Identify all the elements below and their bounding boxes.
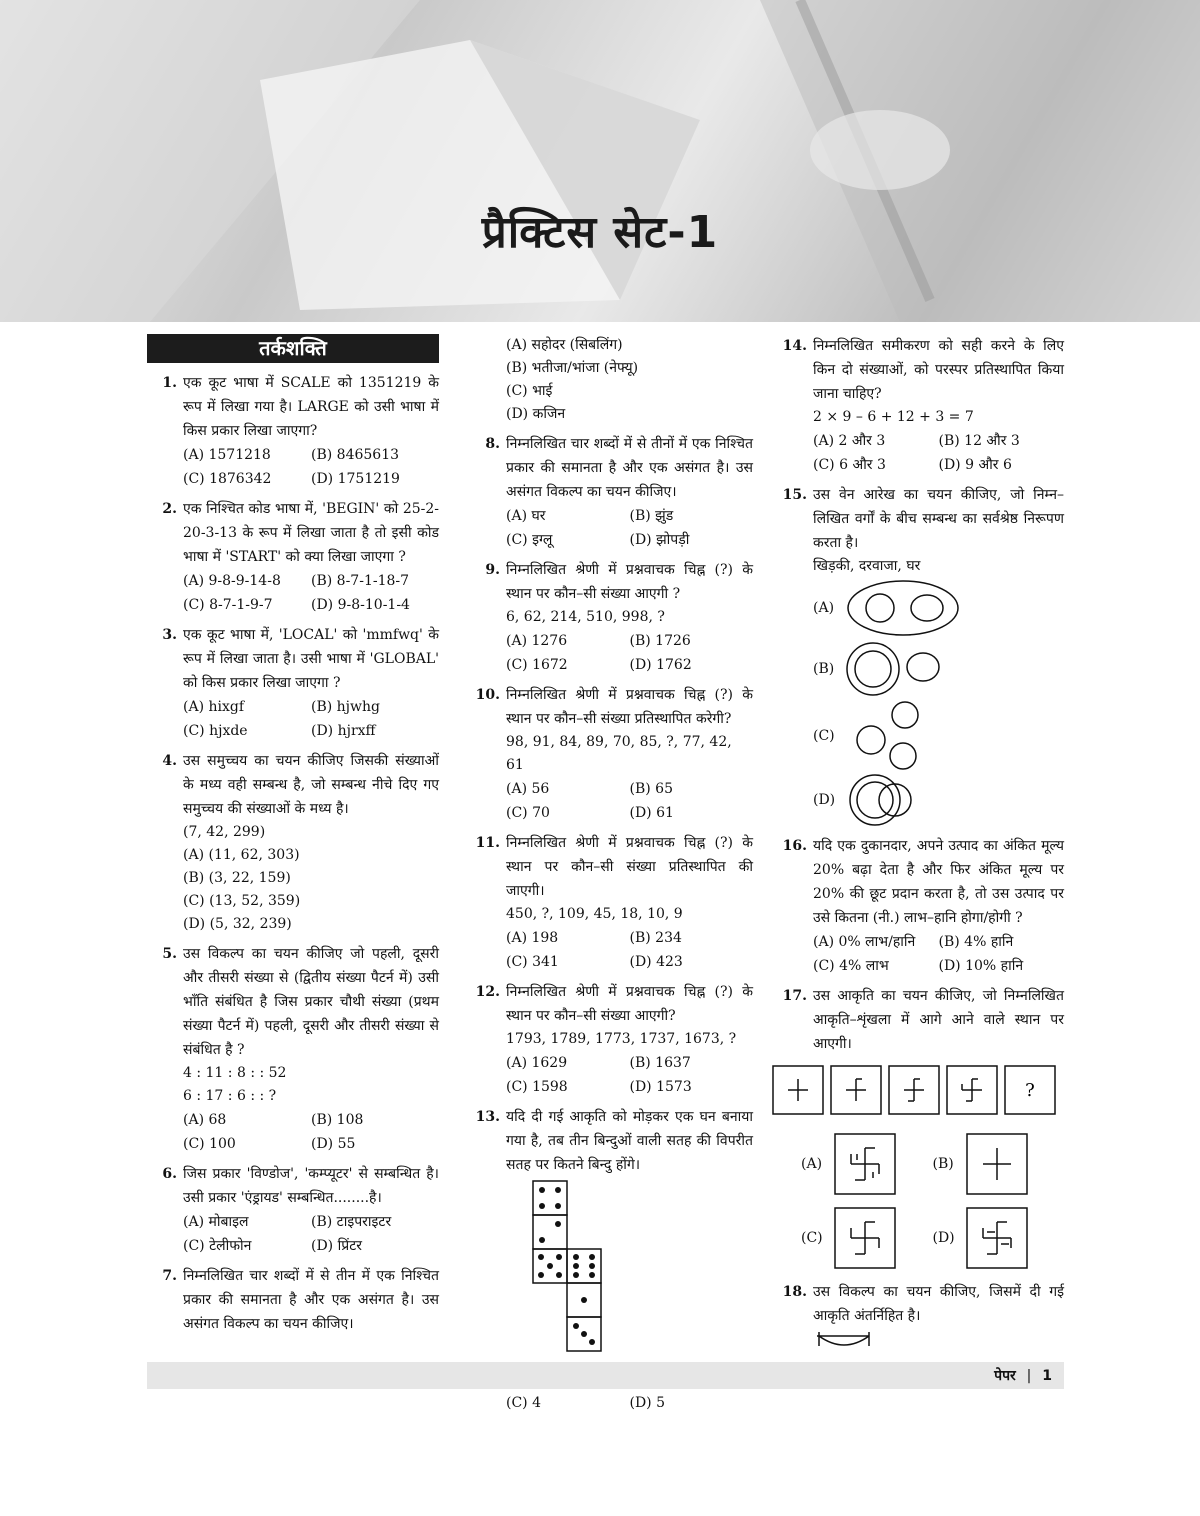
question-text: यदि दी गई आकृति को मोड़कर एक घन बनाया गया है, तब तीन बिन्दुओं वाली सतह की विपरीत सतह पर कितने बिन्दु होंगे। (506, 1109, 753, 1173)
page-title: प्रैक्टिस सेट-1 (481, 207, 719, 258)
option-c: (C) 1876342 (183, 471, 272, 487)
option-d: (D) 10% हानि (938, 958, 1024, 974)
question-text: एक कूट भाषा में SCALE को 1351219 के रूप में लिखा गया है। LARGE को उसी भाषा में किस प्रकार लिखा जाएगा? (183, 375, 439, 439)
figure-option-c (801, 1206, 933, 1270)
option-d: (D) 1573 (629, 1079, 692, 1095)
option-label: (D) (932, 1230, 955, 1246)
option-d: (D) प्रिंटर (311, 1238, 362, 1254)
figure-d (965, 1206, 1031, 1270)
options (506, 1051, 753, 1099)
venn-option-b (813, 638, 1064, 700)
question-number: 5. (162, 946, 177, 962)
option-c: (C) 6 और 3 (813, 457, 886, 473)
question-text: निम्नलिखित श्रेणी में प्रश्नवाचक चिह्न (?) के स्थान पर कौन–सी संख्या आएगी? (506, 984, 753, 1024)
option-label: (A) (801, 1156, 823, 1172)
question-5 (147, 942, 439, 1156)
embedded-figure (813, 1328, 883, 1350)
option-a: (A) सहोदर (सिबलिंग) (506, 337, 623, 353)
option-label: (B) (932, 1156, 954, 1172)
venn-diagram-b (845, 638, 965, 700)
column-1 (147, 334, 439, 1342)
question-text: निम्नलिखित समीकरण को सही करने के लिए किन दो संख्याओं, को परस्पर प्रतिस्थापित किया जाना चाहिए? (813, 338, 1064, 402)
option-b: (B) 8465613 (311, 447, 400, 463)
question-text: निम्नलिखित श्रेणी में प्रश्नवाचक चिह्न (?) के स्थान पर कौन–सी संख्या प्रतिस्थापित की जाएगी। (506, 835, 753, 899)
option-d: (D) कजिन (506, 406, 566, 422)
figure-option-d (933, 1206, 1065, 1270)
option-c: (C) 341 (506, 954, 559, 970)
option-a: (A) 198 (506, 930, 559, 946)
option-a: (A) 56 (506, 781, 550, 797)
venn-option-a (813, 578, 1064, 638)
figure-b (965, 1132, 1031, 1196)
option-b: (B) टाइपराइटर (311, 1214, 392, 1230)
equation: 2 × 9 – 6 + 12 + 3 = 7 (813, 409, 974, 425)
question-number: 1. (162, 375, 177, 391)
question-text: उस विकल्प का चयन कीजिए जो पहली, दूसरी और तीसरी संख्या से (द्वितीय संख्या पैटर्न में) उसी भाँति संबंधित है जिस प्रकार चौथी संख्या (प्रथम संख्या पैटर्न में) पहली, दूसरी और तीसरी संख्या से संबंधित है ? (183, 946, 439, 1058)
option-c: (C) टेलीफोन (183, 1238, 252, 1254)
option-b: (B) 12 और 3 (938, 433, 1020, 449)
figure-c (833, 1206, 899, 1270)
option-d: (D) (5, 32, 239) (183, 916, 292, 932)
question-number: 8. (485, 436, 500, 452)
option-d: (D) 1751219 (311, 471, 400, 487)
given-pattern-1: 4 : 11 : 8 : : 52 (183, 1065, 287, 1081)
question-8 (470, 432, 753, 552)
question-text: निम्नलिखित चार शब्दों में से तीन में एक निश्चित प्रकार की समानता है और एक असंगत है। उस असंगत विकल्प का चयन कीजिए। (183, 1268, 439, 1332)
option-b: (B) 65 (629, 781, 673, 797)
option-b: (B) भतीजा/भांजा (नेफ्यू) (506, 360, 639, 376)
question-2 (147, 497, 439, 617)
question-1 (147, 371, 439, 491)
option-c: (C) 100 (183, 1136, 236, 1152)
given-classes: खिड़की, दरवाजा, घर (813, 558, 921, 574)
column-3 (777, 334, 1064, 1360)
question-number: 7. (162, 1268, 177, 1284)
question-9 (470, 558, 753, 677)
question-mark: ? (1025, 1080, 1035, 1101)
option-b: (B) hjwhg (311, 699, 380, 715)
question-number: 6. (162, 1166, 177, 1182)
option-label: (B) (813, 661, 835, 677)
options (813, 429, 1064, 477)
question-text: उस वेन आरेख का चयन कीजिए, जो निम्न–लिखित वर्गों के बीच सम्बन्ध का सर्वश्रेष्ठ निरूपण करता है। (813, 487, 1064, 551)
options (813, 930, 1064, 978)
question-4 (147, 749, 439, 936)
option-b: (B) 234 (629, 930, 682, 946)
option-label: (C) (813, 728, 835, 744)
option-b: (B) झुंड (629, 508, 674, 524)
option-c: (C) (13, 52, 359) (183, 893, 301, 909)
options (506, 504, 753, 552)
option-a: (A) hixgf (183, 699, 245, 715)
footer-separator: | (1026, 1368, 1032, 1384)
option-a: (A) 9-8-9-14-8 (183, 573, 281, 589)
question-number: 14. (782, 338, 807, 354)
option-c: (C) hjxde (183, 723, 248, 739)
option-a: (A) 2 और 3 (813, 433, 886, 449)
option-c: (C) 4 (506, 1395, 541, 1411)
question-text: एक कूट भाषा में, 'LOCAL' को 'mmfwq' के रूप में लिखा जाता है। उसी भाषा में 'GLOBAL' को किस प्रकार लिखा जाएगा ? (183, 627, 439, 691)
question-number: 15. (782, 487, 807, 503)
option-d: (D) 1762 (629, 657, 692, 673)
option-c: (C) 8-7-1-9-7 (183, 597, 273, 613)
venn-diagram-a (845, 578, 965, 638)
option-b: (B) 8-7-1-18-7 (311, 573, 410, 589)
options (183, 1210, 439, 1258)
question-12 (470, 980, 753, 1099)
option-b: (B) 108 (311, 1112, 364, 1128)
question-6 (147, 1162, 439, 1258)
question-text: एक निश्चित कोड भाषा में, 'BEGIN' को 25-2-20-3-13 के रूप में लिखा जाता है तो इसी कोड भाषा में 'START' को क्या लिखा जाएगा ? (183, 501, 439, 565)
question-11 (470, 831, 753, 974)
page-number: 1 (1042, 1368, 1052, 1384)
banner-background-image (0, 0, 1200, 322)
question-text: निम्नलिखित चार शब्दों में से तीनों में एक निश्चित प्रकार की समानता है और एक असंगत है। उस असंगत विकल्प का चयन कीजिए। (506, 436, 753, 500)
option-a: (A) घर (506, 508, 546, 524)
option-a: (A) 1571218 (183, 447, 271, 463)
header-banner (0, 0, 1200, 322)
question-number: 3. (162, 627, 177, 643)
option-d: (D) 55 (311, 1136, 356, 1152)
question-text: निम्नलिखित श्रेणी में प्रश्नवाचक चिह्न (?) के स्थान पर कौन–सी संख्या आएगी ? (506, 562, 753, 602)
options (183, 695, 439, 743)
question-3 (147, 623, 439, 743)
question-text: उस विकल्प का चयन कीजिए, जिसमें दी गई आकृति अंतर्निहित है। (813, 1284, 1064, 1324)
column-2 (470, 334, 753, 1421)
venn-diagram-c (845, 700, 965, 772)
question-text: यदि एक दुकानदार, अपने उत्पाद का अंकित मूल्य 20% बढ़ा देता है और फिर अंकित मूल्य पर 20% की छूट प्रदान करता है, तो उस उत्पाद पर उसे कितना (नी.) लाभ–हानि होगा/होगी ? (813, 838, 1064, 926)
given-set: (7, 42, 299) (183, 824, 266, 840)
option-d: (D) 5 (629, 1395, 666, 1411)
option-b: (B) 1637 (629, 1055, 691, 1071)
question-number: 4. (162, 753, 177, 769)
option-b: (B) 1726 (629, 633, 691, 649)
venn-option-d (813, 772, 1064, 828)
figure-option-a (801, 1132, 933, 1196)
question-number: 16. (782, 838, 807, 854)
page-footer (147, 1362, 1064, 1389)
option-d: (D) 423 (629, 954, 683, 970)
question-7 (147, 1264, 439, 1336)
footer-label: पेपर (994, 1368, 1016, 1384)
option-label: (C) (801, 1230, 823, 1246)
question-text: जिस प्रकार 'विण्डोज', 'कम्प्यूटर' से सम्बन्धित है। उसी प्रकार 'एंड्रायड' सम्बन्धित........है। (183, 1166, 439, 1206)
series: 6, 62, 214, 510, 998, ? (506, 609, 665, 625)
option-d: (D) 61 (629, 805, 674, 821)
series: 1793, 1789, 1773, 1737, 1673, ? (506, 1031, 737, 1047)
option-d: (D) 9 और 6 (938, 457, 1012, 473)
option-label: (A) (813, 600, 835, 616)
question-7-options (470, 334, 753, 426)
option-d: (D) झोपड़ी (629, 532, 690, 548)
options (506, 777, 753, 825)
option-label: (D) (813, 792, 836, 808)
question-number: 9. (485, 562, 500, 578)
question-16 (777, 834, 1064, 978)
section-heading: तर्कशक्ति (147, 334, 439, 363)
question-text: निम्नलिखित श्रेणी में प्रश्नवाचक चिह्न (?) के स्थान पर कौन–सी संख्या प्रतिस्थापित करेगी? (506, 687, 753, 727)
options (183, 443, 439, 491)
option-d: (D) hjrxff (311, 723, 376, 739)
option-a: (A) 1629 (506, 1055, 568, 1071)
question-10 (470, 683, 753, 825)
question-text: उस समुच्चय का चयन कीजिए जिसकी संख्याओं के मध्य वही सम्बन्ध है, जो सम्बन्ध नीचे दिए गए समुच्चय की संख्याओं के मध्य है। (183, 753, 439, 817)
option-a: (A) (11, 62, 303) (183, 847, 300, 863)
dice-net-figure (506, 1177, 616, 1367)
option-a: (A) मोबाइल (183, 1214, 249, 1230)
question-14 (777, 334, 1064, 477)
series: 98, 91, 84, 89, 70, 85, ?, 77, 42, 61 (506, 734, 732, 773)
option-c: (C) 1672 (506, 657, 568, 673)
options (183, 1108, 439, 1156)
option-c: (C) 70 (506, 805, 550, 821)
venn-option-c (813, 700, 1064, 772)
option-d: (D) 9-8-10-1-4 (311, 597, 410, 613)
question-18 (777, 1280, 1064, 1354)
option-c: (C) भाई (506, 383, 553, 399)
question-number: 11. (475, 835, 500, 851)
given-pattern-2: 6 : 17 : 6 : : ? (183, 1088, 277, 1104)
option-b: (B) 4% हानि (938, 934, 1014, 950)
figure-series (771, 1062, 1058, 1120)
question-number: 17. (782, 988, 807, 1004)
question-number: 2. (162, 501, 177, 517)
venn-diagram-d (845, 772, 965, 828)
options (506, 629, 753, 677)
question-number: 12. (475, 984, 500, 1000)
series: 450, ?, 109, 45, 18, 10, 9 (506, 906, 683, 922)
option-a: (A) 1276 (506, 633, 568, 649)
option-b: (B) (3, 22, 159) (183, 870, 291, 886)
question-17 (777, 984, 1064, 1056)
option-c: (C) 1598 (506, 1079, 568, 1095)
question-number: 10. (475, 687, 500, 703)
figure-option-b (933, 1132, 1065, 1196)
question-number: 18. (782, 1284, 807, 1300)
figure-a (833, 1132, 899, 1196)
question-number: 13. (475, 1109, 500, 1125)
option-a: (A) 68 (183, 1112, 227, 1128)
question-15 (777, 483, 1064, 828)
option-c: (C) 4% लाभ (813, 958, 889, 974)
options (506, 926, 753, 974)
options (183, 569, 439, 617)
question-text: उस आकृति का चयन कीजिए, जो निम्नलिखित आकृति–शृंखला में आगे आने वाले स्थान पर आएगी। (813, 988, 1064, 1052)
option-a: (A) 0% लाभ/हानि (813, 934, 916, 950)
option-c: (C) इग्लू (506, 532, 553, 548)
answer-figures (777, 1132, 1064, 1270)
